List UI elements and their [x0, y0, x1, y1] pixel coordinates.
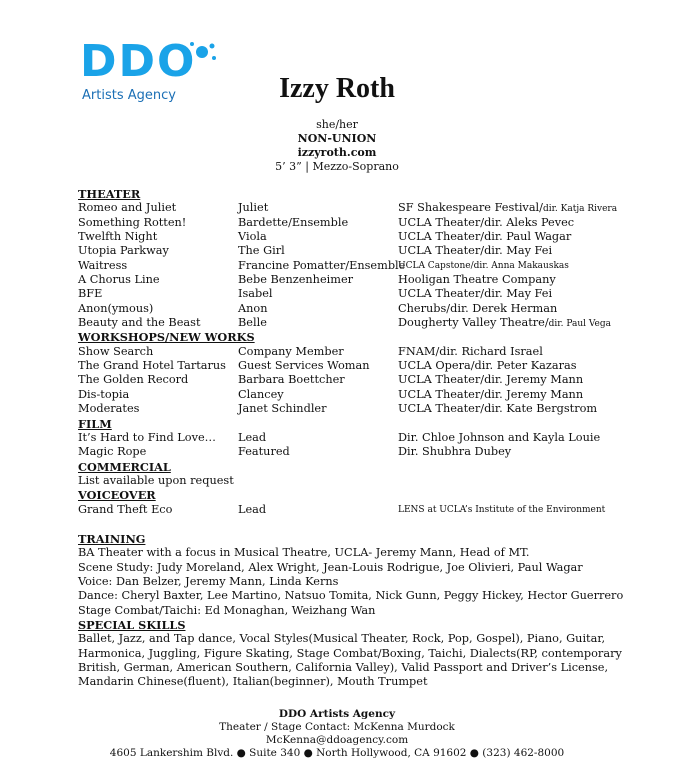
credit-role: Barbara Boettcher: [238, 373, 345, 387]
footer-agency: DDO Artists Agency: [278, 708, 396, 720]
credit-role: Lead: [238, 502, 267, 516]
credit-role: Anon: [238, 301, 268, 315]
credit-row: [0, 402, 674, 416]
credit-title: Anon(ymous): [78, 301, 154, 315]
credit-role: Bardette/Ensemble: [238, 215, 349, 229]
footer-email[interactable]: McKenna@ddoagency.com: [265, 734, 409, 746]
credit-row: [0, 373, 674, 387]
credit-row: [0, 431, 674, 445]
credit-row: [0, 244, 674, 258]
credit-director: dir. Paul Vega: [548, 319, 612, 330]
credits-section: [0, 187, 674, 517]
credit-role: Belle: [238, 316, 267, 330]
section-heading: FILM: [78, 416, 112, 431]
credit-row: [0, 216, 674, 230]
credit-role: Bebe Benzenheimer: [238, 273, 354, 287]
credit-title: Magic Rope: [78, 445, 147, 459]
credit-company: UCLA Theater/dir. Jeremy Mann: [398, 373, 584, 387]
skills-line: Mandarin Chinese(fluent), Italian(beginner), Mouth Trumpet: [78, 675, 428, 689]
training-line: Scene Study: Judy Moreland, Alex Wright, Jean-Louis Rodrigue, Joe Olivieri, Paul Wagar: [78, 560, 583, 574]
footer-contact: Theater / Stage Contact: McKenna Murdock: [219, 721, 455, 733]
credit-company: Dir. Shubhra Dubey: [398, 445, 512, 459]
credit-row: [0, 316, 674, 330]
skills-line: Harmonica, Juggling, Figure Skating, Stage Combat/Boxing, Taichi, Dialects(RP, contemporary: [78, 646, 622, 660]
section-heading: VOICEOVER: [78, 488, 156, 503]
credit-role: Isabel: [238, 287, 273, 301]
credit-row: [0, 388, 674, 402]
credit-company: Dir. Chloe Johnson and Kayla Louie: [398, 430, 601, 444]
credit-row: [0, 503, 674, 517]
credit-company: UCLA Opera/dir. Peter Kazaras: [398, 359, 577, 373]
credit-role: Juliet: [238, 201, 269, 215]
skills-heading: SPECIAL SKILLS: [78, 618, 186, 633]
training-heading: TRAINING: [78, 532, 146, 546]
credit-row: [0, 302, 674, 316]
website: izzyroth.com: [297, 146, 377, 159]
credit-title: The Golden Record: [78, 373, 189, 387]
credit-row: [0, 287, 674, 301]
credit-director: dir. Katja Rivera: [542, 204, 618, 215]
logo-subtitle: Artists Agency: [82, 88, 176, 103]
training-line: BA Theater with a focus in Musical Theatre, UCLA- Jeremy Mann, Head of MT.: [78, 546, 530, 560]
credit-company: UCLA Theater/dir. Kate Bergstrom: [398, 402, 598, 416]
credit-company: SF Shakespeare Festival/: [398, 201, 543, 215]
credit-row: [0, 259, 674, 273]
credit-company: UCLA Capstone/dir. Anna Makauskas: [398, 260, 569, 271]
credit-title: Moderates: [78, 402, 140, 416]
credit-company: FNAM/dir. Richard Israel: [398, 344, 543, 358]
training-line: Voice: Dan Belzer, Jeremy Mann, Linda Kerns: [78, 575, 339, 589]
credit-title: The Grand Hotel Tartarus: [78, 359, 226, 373]
credit-title: BFE: [78, 287, 103, 301]
credit-company: UCLA Theater/dir. May Fei: [398, 244, 553, 258]
credit-title: A Chorus Line: [78, 273, 160, 287]
credit-row: [0, 474, 674, 488]
credit-title: Romeo and Juliet: [78, 201, 177, 215]
credit-company: UCLA Theater/dir. Aleks Pevec: [398, 215, 575, 229]
credit-role: Guest Services Woman: [238, 359, 370, 373]
pronouns: she/her: [316, 118, 358, 131]
credit-company-wrap: [398, 316, 611, 331]
credit-title: Dis-topia: [78, 387, 130, 401]
credit-row: [0, 345, 674, 359]
credit-row: [0, 201, 674, 215]
credit-title: List available upon request: [78, 473, 234, 487]
credit-company: Cherubs/dir. Derek Herman: [398, 301, 558, 315]
credit-title: Grand Theft Eco: [78, 502, 173, 516]
credit-row: [0, 445, 674, 459]
credit-role: Clancey: [238, 387, 284, 401]
credit-row: [0, 230, 674, 244]
footer-address: 4605 Lankershim Blvd. ● Suite 340 ● North Hollywood, CA 91602 ● (323) 462-8000: [109, 747, 565, 759]
credit-company: UCLA Theater/dir. Paul Wagar: [398, 230, 572, 244]
training-section: [78, 532, 624, 690]
height-voice: 5’ 3” | Mezzo-Soprano: [275, 160, 399, 173]
section-heading: COMMERCIAL: [78, 459, 171, 474]
credit-title: Show Search: [78, 344, 154, 358]
logo-ddo-text: DDO: [80, 36, 197, 87]
section-heading: THEATER: [78, 187, 141, 201]
credit-company: LENS at UCLA’s Institute of the Environment: [398, 504, 606, 515]
credit-title: Twelfth Night: [78, 230, 158, 244]
credit-title: It’s Hard to Find Love…: [78, 430, 216, 444]
credit-role: Featured: [238, 445, 290, 459]
skills-line: Ballet, Jazz, and Tap dance, Vocal Styles(Musical Theater, Rock, Pop, Gospel), Piano, Guitar,: [78, 632, 606, 646]
credit-title: Beauty and the Beast: [78, 316, 201, 330]
credit-company: UCLA Theater/dir. Jeremy Mann: [398, 387, 584, 401]
credit-role: Janet Schindler: [238, 402, 327, 416]
credit-title: Something Rotten!: [78, 215, 187, 229]
credit-title: Waitress: [78, 258, 128, 272]
credit-role: Company Member: [238, 344, 344, 358]
credit-company: UCLA Theater/dir. May Fei: [398, 287, 553, 301]
credit-row: [0, 273, 674, 287]
credit-role: Francine Pomatter/Ensemble: [238, 258, 406, 272]
section-heading: WORKSHOPS/NEW WORKS: [78, 330, 255, 345]
credit-company-wrap: [398, 201, 617, 216]
actor-name: Izzy Roth: [279, 73, 395, 104]
credit-title: Utopia Parkway: [78, 244, 169, 258]
skills-line: British, German, American Southern, California Valley), Valid Passport and Driver’s License,: [78, 661, 609, 675]
credit-row: [0, 359, 674, 373]
union-status: NON-UNION: [297, 132, 377, 145]
credit-company: Dougherty Valley Theatre/: [398, 316, 549, 330]
training-line: Stage Combat/Taichi: Ed Monaghan, Weizhang Wan: [78, 603, 376, 617]
credit-company: Hooligan Theatre Company: [398, 273, 556, 287]
credit-role: The Girl: [238, 244, 285, 258]
training-line: Dance: Cheryl Baxter, Lee Martino, Natsuo Tomita, Nick Gunn, Peggy Hickey, Hector Guerrero: [78, 589, 624, 603]
credit-role: Lead: [238, 430, 267, 444]
credit-role: Viola: [238, 230, 267, 244]
